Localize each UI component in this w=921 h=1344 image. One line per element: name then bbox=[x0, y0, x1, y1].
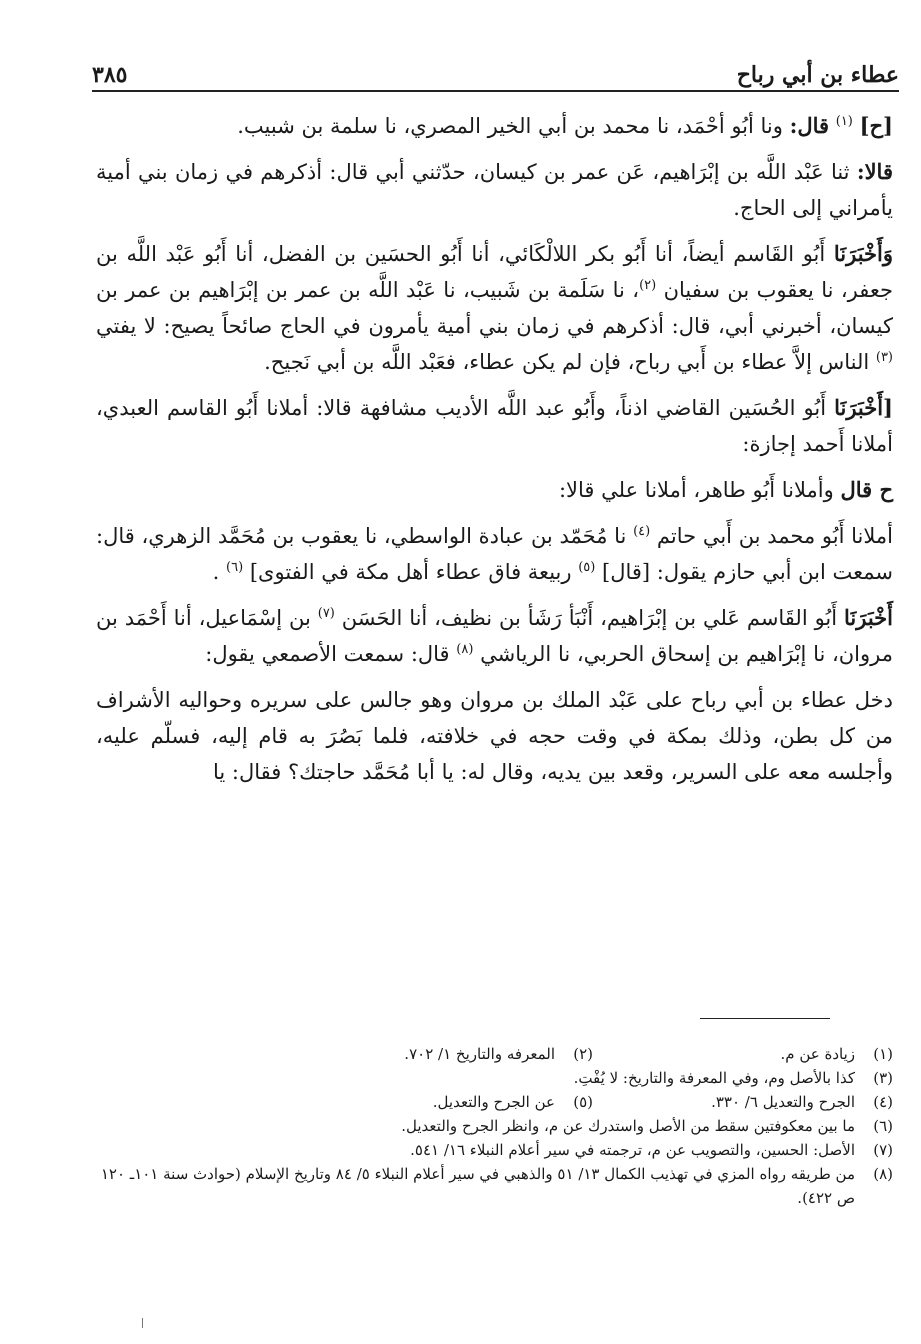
paragraph-text: نا مُحَمّد بن عبادة الواسطي، نا يعقوب بن مُحَمَّد الزهري، قال: سمعت ابن أبي حازم يقول: [قال] bbox=[96, 524, 893, 584]
footnote-mark: (٢) bbox=[639, 278, 657, 293]
footnote-row bbox=[96, 1090, 893, 1114]
footnote-mark: (٨) bbox=[456, 642, 474, 657]
paragraph-text: وأملانا أَبُو طاهر، أملانا علي قالا: bbox=[558, 478, 841, 502]
paragraph-text: ربيعة فاق عطاء أهل مكة في الفتوى] bbox=[249, 560, 579, 584]
paragraph-text: أَبُو القَاسم عَلي بن إبْرَاهيم، أَنْبَأ رَشَأ بن نظيف، أنا الحَسَن bbox=[341, 606, 844, 630]
keyword: قالا: bbox=[856, 159, 893, 184]
footnote-mark: (٦) bbox=[226, 560, 244, 575]
footnote-text: عن الجرح والتعديل. bbox=[432, 1093, 555, 1111]
footnotes bbox=[96, 1042, 893, 1210]
header-rule bbox=[92, 90, 899, 92]
footnote-mark: (١) bbox=[835, 114, 853, 129]
footnote-number: (٨) bbox=[873, 1165, 893, 1183]
footnote-row bbox=[96, 1162, 893, 1210]
footnote-number: (٥) bbox=[573, 1093, 593, 1111]
paragraph-text: أَبُو الحُسَين القاضي اذناً، وأَبُو عبد اللَّه الأديب مشافهة قالا: أملانا أَبُو القاسم العبدي، أملانا أَحمد إجازة: bbox=[96, 396, 893, 456]
paragraph bbox=[96, 600, 893, 672]
keyword: وَأَخْبَرَنَا bbox=[833, 241, 893, 266]
paragraph-text: ، نا سَلَمة بن شَبيب، نا عَبْد اللَّه بن عمر بن إبْرَاهيم بن عمر بن كيسان، أخبرني أبي، قال: أذكرهم في زمان بني أمية يأمرون في الحاج صائحاً يصيح: لا يفتي bbox=[96, 278, 893, 338]
page-number: ٣٨٥ bbox=[92, 62, 128, 88]
paragraph bbox=[96, 236, 893, 380]
footnote-number: (٢) bbox=[573, 1045, 593, 1063]
paragraph bbox=[96, 472, 893, 508]
footnote-row bbox=[96, 1138, 893, 1162]
paragraph-text: ثنا عَبْد اللَّه بن إبْرَاهيم، عَن عمر بن كيسان، حدّثني أبي قال: أذكرهم في زمان بني أمية يأمراني إلى الحاج. bbox=[96, 160, 893, 220]
footnote-number: (٤) bbox=[873, 1093, 893, 1111]
paragraph bbox=[96, 682, 893, 790]
footnote-mark: (٥) bbox=[578, 560, 596, 575]
paragraph bbox=[96, 390, 893, 462]
isnad-marker: [ح] bbox=[859, 113, 893, 138]
footnote-row bbox=[96, 1066, 893, 1090]
paragraph-text: دخل عطاء بن أبي رباح على عَبْد الملك بن مروان وهو جالس على سريره وحواليه الأشراف من كل بطن، وذلك بمكة في وقت حجه في خلافته، فلما بَصُرَ به قام إليه، فسلّم عليه، وأجلسه معه على السرير، وقعد بين يديه، وقال له: يا أبا مُحَمَّد حاجتك؟ فقال: يا bbox=[96, 688, 893, 784]
footnote-text: كذا بالأصل وم، وفي المعرفة والتاريخ: لا يُفْتِ. bbox=[573, 1069, 855, 1087]
running-title: عطاء بن أبي رباح bbox=[736, 62, 899, 88]
footnote-separator bbox=[700, 1018, 830, 1019]
keyword: ح قال bbox=[840, 477, 893, 502]
footnote-number: (٣) bbox=[873, 1069, 893, 1087]
footnote-text: الأصل: الحسين، والتصويب عن م، ترجمته في سير أعلام النبلاء ١٦/ ٥٤١. bbox=[410, 1141, 855, 1159]
footnote-mark: (٧) bbox=[317, 606, 335, 621]
keyword: قال: bbox=[789, 113, 830, 138]
paragraph bbox=[96, 154, 893, 226]
footnote bbox=[404, 1042, 593, 1066]
keyword: أَخْبَرَنَا bbox=[844, 605, 893, 630]
footnote-text: الجرح والتعديل ٦/ ٣٣٠. bbox=[711, 1093, 855, 1111]
footnote-mark: (٣) bbox=[875, 350, 893, 365]
footnote-number: (١) bbox=[873, 1045, 893, 1063]
paragraph-text: . bbox=[212, 560, 227, 584]
paragraph-text: بن إسْمَاعيل، أنا أَحْمَد بن مروان، نا إبْرَاهيم بن إسحاق الحربي، نا الرياشي bbox=[96, 606, 893, 666]
paragraph-text: الناس إلاَّ عطاء بن أَبي رباح، فإن لم يكن عطاء، فعَبْد اللَّه بن أبي نَجيح. bbox=[264, 350, 876, 374]
paragraph-text: أملانا أَبُو محمد بن أَبي حاتم bbox=[656, 524, 893, 548]
footnote-mark: (٤) bbox=[633, 524, 651, 539]
paragraph bbox=[96, 518, 893, 590]
footnote-row bbox=[96, 1114, 893, 1138]
scan-mark bbox=[142, 1318, 143, 1328]
footnote-text: زيادة عن م. bbox=[780, 1045, 855, 1063]
page-header bbox=[92, 52, 899, 88]
footnote-number: (٦) bbox=[873, 1117, 893, 1135]
footnote bbox=[433, 1090, 593, 1114]
paragraph bbox=[96, 108, 893, 144]
footnote bbox=[593, 1042, 893, 1066]
paragraph-text: قال: سمعت الأصمعي يقول: bbox=[205, 642, 457, 666]
footnote bbox=[593, 1090, 893, 1114]
footnote-text: المعرفه والتاريخ ١/ ٧٠٢. bbox=[404, 1045, 555, 1063]
keyword: [أَخْبَرَنَا bbox=[834, 395, 893, 420]
footnote-number: (٧) bbox=[873, 1141, 893, 1159]
paragraph-text: أَبُو القَاسم أيضاً، أنا أَبُو بكر اللالْكَائي، أنا أَبُو الحسَين بن الفضل، أنا أَبُو عَبْد اللَّه بن جعفر، نا يعقوب بن سفيان bbox=[96, 242, 893, 302]
main-text bbox=[96, 108, 893, 800]
footnote-text: من طريقه رواه المزي في تهذيب الكمال ١٣/ ٥١ والذهبي في سير أعلام النبلاء ٥/ ٨٤ وتاريخ الإسلام (حوادث سنة ١٠١ـ ١٢٠ ص ٤٢٢). bbox=[100, 1165, 855, 1207]
footnote-row bbox=[96, 1042, 893, 1066]
paragraph-text: ونا أبُو أحْمَد، نا محمد بن أبي الخير المصري، نا سلمة بن شبيب. bbox=[237, 114, 790, 138]
footnote-text: ما بين معكوفتين سقط من الأصل واستدرك عن م، وانظر الجرح والتعديل. bbox=[401, 1117, 855, 1135]
